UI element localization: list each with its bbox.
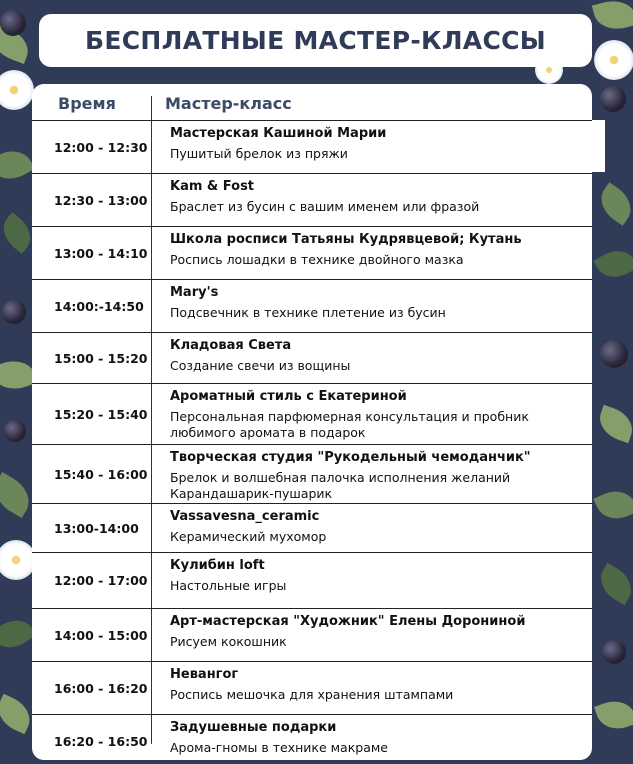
row-time: 14:00:-14:50: [54, 298, 144, 314]
berry-icon: [2, 300, 26, 324]
title-banner: [39, 14, 592, 67]
header-masterclass: Мастер-класс: [165, 94, 292, 113]
row-desc: Рисуем кокошник: [170, 634, 287, 649]
leaf-icon: [593, 182, 633, 226]
berry-icon: [600, 340, 628, 368]
row-time: 15:00 - 15:20: [54, 350, 148, 366]
berry-icon: [600, 86, 626, 112]
schedule-table: [32, 84, 592, 760]
leaf-icon: [593, 563, 633, 605]
table-row: [32, 120, 592, 173]
row-desc: Брелок и волшебная палочка исполнения желаний Карандашарик-пушарик: [170, 470, 511, 501]
leaf-icon: [593, 243, 633, 285]
leaf-icon: [592, 0, 633, 35]
row-name: Мастерская Кашиной Марии: [170, 126, 387, 141]
table-row: [32, 383, 592, 444]
row-time: 16:20 - 16:50: [54, 733, 148, 749]
row-name: Арт-мастерская "Художник" Елены Дорониной: [170, 614, 526, 629]
row-name: Творческая студия "Рукодельный чемоданчик": [170, 450, 531, 465]
table-row: [32, 173, 592, 226]
row-desc: Керамический мухомор: [170, 529, 327, 544]
row-name: Kam & Fost: [170, 179, 255, 194]
schedule-rows: [32, 120, 592, 760]
berry-icon: [602, 640, 626, 664]
row-time: 14:00 - 15:00: [54, 627, 148, 643]
page-title: БЕСПЛАТНЫЕ МАСТЕР-КЛАССЫ: [85, 26, 546, 55]
row-time: 12:00 - 17:00: [54, 573, 148, 588]
row-desc: Настольные игры: [170, 578, 287, 593]
leaf-icon: [0, 694, 36, 735]
leaf-icon: [593, 484, 633, 526]
row-desc: Создание свечи из вощины: [170, 358, 351, 373]
flower-icon: [0, 540, 36, 580]
leaf-icon: [0, 143, 35, 188]
side-tab: [592, 120, 605, 172]
row-desc: Роспись мешочка для хранения штампами: [170, 687, 454, 702]
leaf-icon: [594, 695, 633, 736]
row-desc: Подсвечник в технике плетение из бусин: [170, 305, 446, 320]
row-name: Кулибин loft: [170, 558, 265, 573]
table-row: [32, 279, 592, 332]
row-time: 15:40 - 16:00: [54, 466, 148, 482]
table-row: [32, 661, 592, 714]
row-desc: Роспись лошадки в технике двойного мазка: [170, 252, 464, 267]
row-name: Невангог: [170, 667, 239, 682]
row-name: Ароматный стиль с Екатериной: [170, 389, 407, 404]
row-name: Mary's: [170, 285, 219, 300]
leaf-icon: [594, 405, 633, 444]
table-row: [32, 552, 592, 608]
row-name: Vassavesna_ceramic: [170, 509, 320, 524]
row-time: 13:00-14:00: [54, 520, 139, 536]
row-time: 13:00 - 14:10: [54, 245, 148, 261]
row-time: 12:30 - 13:00: [54, 192, 148, 208]
table-row: [32, 714, 592, 760]
table-row: [32, 503, 592, 552]
row-desc: Арома-гномы в технике макраме: [170, 740, 388, 755]
flower-icon: [0, 70, 34, 110]
table-row: [32, 226, 592, 279]
row-time: 16:00 - 16:20: [54, 680, 148, 696]
flower-icon: [594, 40, 633, 80]
table-row: [32, 608, 592, 661]
row-name: Задушевные подарки: [170, 720, 337, 735]
table-row: [32, 332, 592, 383]
table-row: [32, 444, 592, 503]
row-desc: Браслет из бусин с вашим именем или фразой: [170, 199, 480, 214]
berry-icon: [4, 420, 26, 442]
header-time: Время: [58, 94, 116, 113]
row-time: 15:20 - 15:40: [54, 406, 148, 422]
berry-icon: [0, 10, 26, 36]
row-name: Кладовая Света: [170, 338, 292, 353]
row-name: Школа росписи Татьяны Кудрявцевой; Кутань: [170, 232, 522, 247]
row-desc: Персональная парфюмерная консультация и пробник любимого аромата в подарок: [170, 409, 529, 440]
row-desc: Пушитый брелок из пряжи: [170, 146, 348, 161]
row-time: 12:00 - 12:30: [54, 139, 148, 155]
